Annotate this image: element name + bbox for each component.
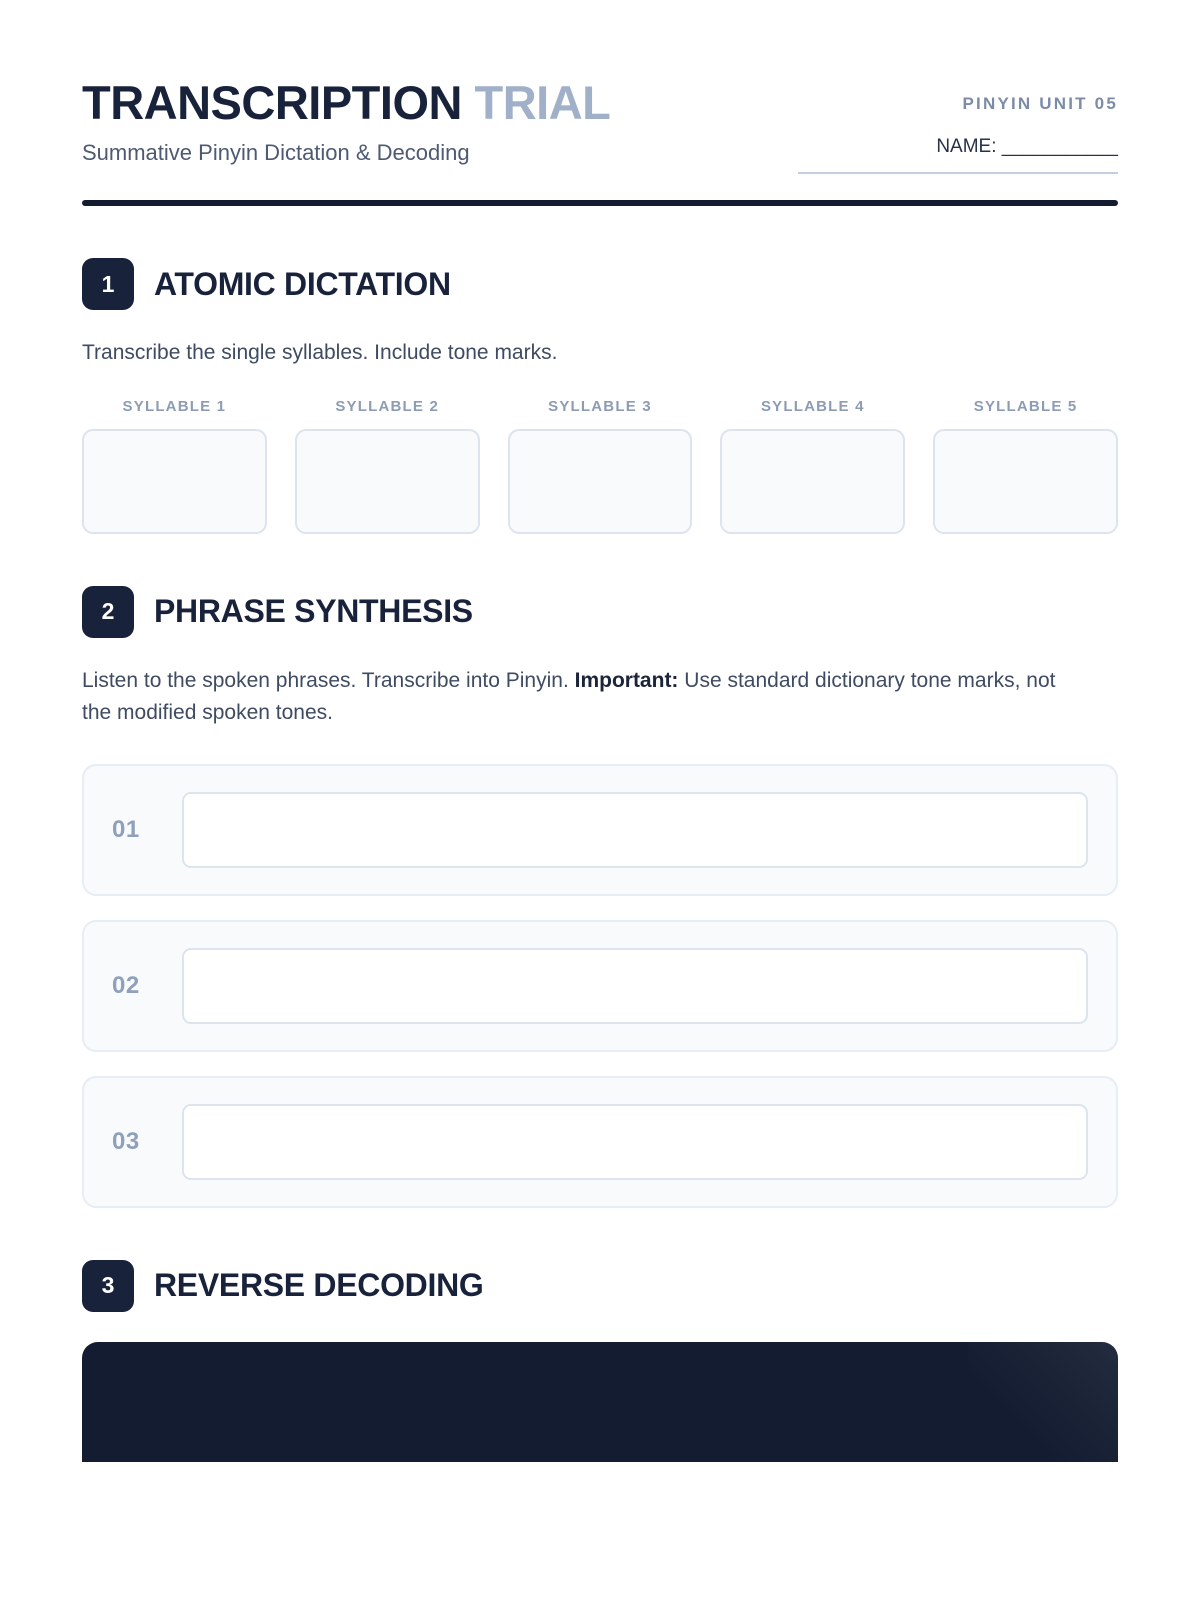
section-1-description: Transcribe the single syllables. Include tone marks.: [82, 341, 558, 364]
syllable-column: [508, 398, 693, 534]
section-2-description: [82, 665, 1082, 730]
syllable-column: [933, 398, 1118, 534]
syllable-input[interactable]: [933, 429, 1118, 534]
syllable-column: [720, 398, 905, 534]
section-2-title: PHRASE SYNTHESIS: [154, 593, 473, 630]
phrase-number: 02: [112, 971, 140, 999]
page-title-accent: TRIAL: [474, 76, 611, 129]
section-2-number: 2: [82, 586, 134, 638]
phrase-row: [82, 764, 1118, 896]
name-field[interactable]: NAME: ___________: [798, 136, 1118, 174]
phrase-number: 03: [112, 1127, 140, 1155]
section-2-header: [82, 586, 1118, 638]
phrase-row: [82, 920, 1118, 1052]
panel-corner-highlight: [968, 1342, 1118, 1462]
section-phrase-synthesis: [82, 586, 1118, 1208]
page-title: [82, 78, 610, 127]
syllable-input[interactable]: [82, 429, 267, 534]
phrase-input[interactable]: [182, 792, 1088, 868]
syllable-label: SYLLABLE 4: [760, 397, 865, 415]
section-2-desc-emphasis: Important:: [574, 668, 679, 692]
syllable-label: SYLLABLE 2: [335, 397, 440, 415]
title-block: [82, 78, 610, 166]
section-1-title: ATOMIC DICTATION: [154, 265, 451, 302]
page-title-main: TRANSCRIPTION: [82, 76, 462, 129]
section-3-title: REVERSE DECODING: [154, 1267, 484, 1304]
section-1-number: 1: [82, 258, 134, 310]
unit-label: PINYIN UNIT 05: [962, 94, 1118, 113]
phrase-input[interactable]: [182, 948, 1088, 1024]
page-header: [82, 0, 1118, 174]
phrase-row: [82, 1076, 1118, 1208]
section-3-number: 3: [82, 1260, 134, 1312]
syllable-input[interactable]: [720, 429, 905, 534]
syllable-label: SYLLABLE 3: [548, 397, 652, 415]
header-meta: [798, 78, 1118, 174]
syllable-input[interactable]: [508, 429, 693, 534]
header-divider: [82, 200, 1118, 206]
section-2-desc-part1: Listen to the spoken phrases. Transcribe into Pinyin.: [82, 668, 575, 692]
reverse-decoding-panel: [82, 1342, 1118, 1462]
syllable-column: [82, 398, 267, 534]
section-atomic-dictation: [82, 258, 1118, 534]
section-1-header: [82, 258, 1118, 310]
section-2-desc-part2: Use standard dictionary tone marks, not the modified spoken tones.: [82, 668, 1056, 725]
page-subtitle: Summative Pinyin Dictation & Decoding: [82, 140, 470, 166]
section-reverse-decoding: [82, 1260, 1118, 1462]
syllable-input[interactable]: [295, 429, 480, 534]
syllable-label: SYLLABLE 5: [973, 397, 1078, 415]
phrase-input[interactable]: [182, 1104, 1088, 1180]
syllable-column: [295, 398, 480, 534]
phrase-list: [82, 764, 1118, 1208]
phrase-number: 01: [112, 815, 140, 843]
syllable-label: SYLLABLE 1: [122, 397, 227, 415]
section-3-header: [82, 1260, 1118, 1312]
syllable-grid: [82, 398, 1118, 534]
